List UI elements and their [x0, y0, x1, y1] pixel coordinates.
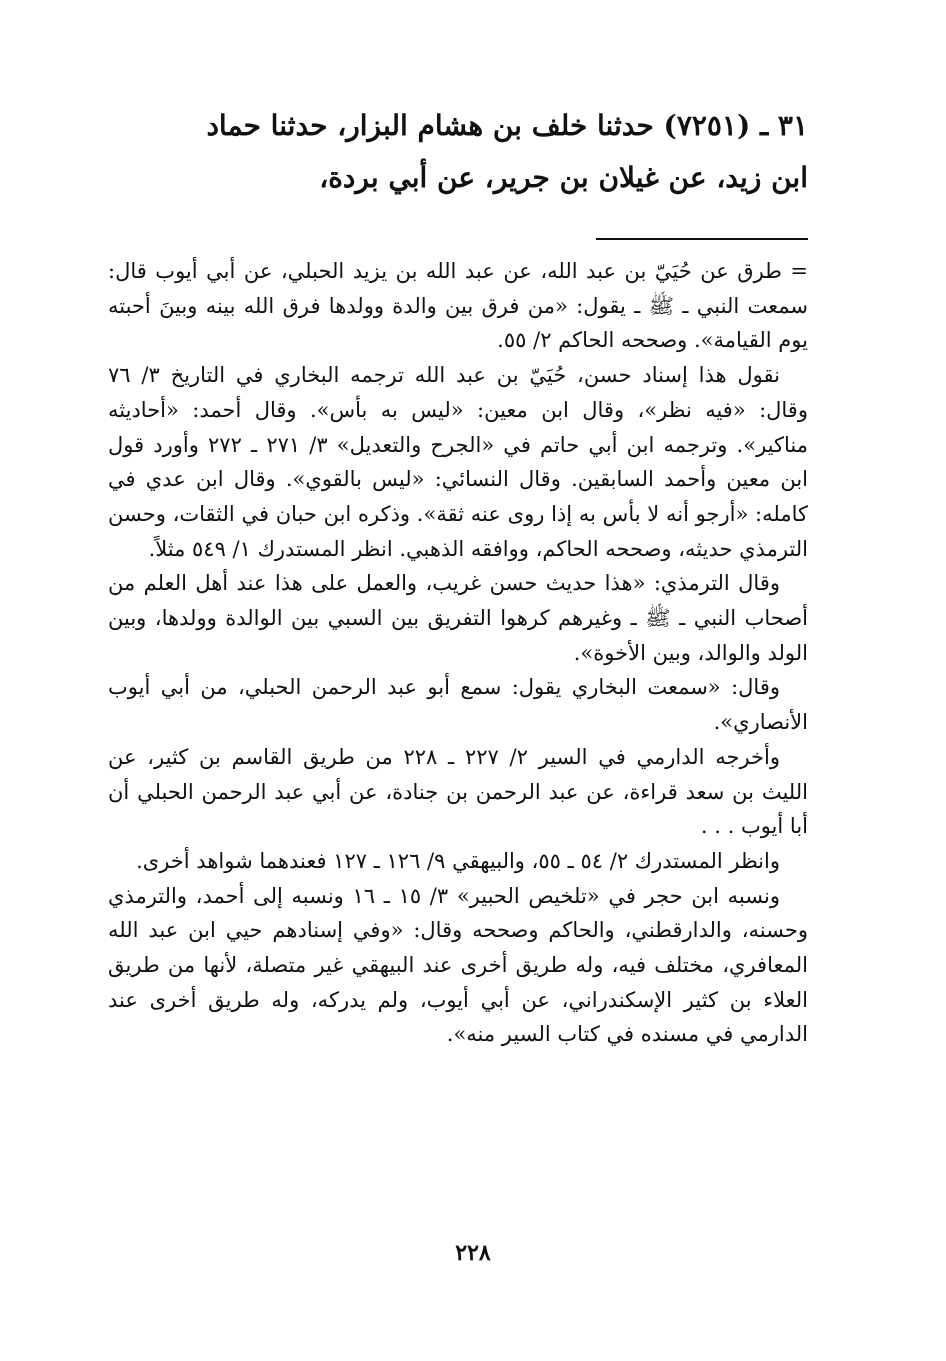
footnote-paragraph: وقال: «سمعت البخاري يقول: سمع أبو عبد الرحمن الحبلي، من أبي أيوب الأنصاري».: [108, 675, 808, 735]
footnote-paragraph: وقال الترمذي: «هذا حديث حسن غريب، والعمل على هذا عند أهل العلم من أصحاب النبي ـ ﷺ ـ وغيرهم كرهوا التفريق بين السبي بين الوالدة وولدها، وبين الولد والوالد، وبين الأخوة».: [108, 571, 808, 665]
footnote-paragraph: = طرق عن حُيَيّ بن عبد الله، عن عبد الله بن يزيد الحبلي، عن أبي أيوب قال: سمعت النبي ـ ﷺ ـ يقول: «من فرق بين والدة وولدها فرق الله بينه وبينَ أحبته يوم القيامة». وصححه الحاكم ٢/ ٥٥.: [108, 259, 808, 353]
hadith-line-2: ابن زيد، عن غيلان بن جرير، عن أبي بردة،: [319, 161, 808, 194]
footnote-paragraph: نقول هذا إسناد حسن، حُيَيّ بن عبد الله ترجمه البخاري في التاريخ ٣/ ٧٦ وقال: «فيه نظر»، وقال ابن معين: «ليس به بأس». وقال أحمد: «أحاديثه مناكير». وترجمه ابن أبي حاتم في «الجرح والتعديل» ٣/ ٢٧١ ـ ٢٧٢ وأورد قول ابن معين وأحمد السابقين. وقال النسائي: «ليس بالقوي». وقال ابن عدي في كامله: «أرجو أنه لا بأس به إذا روى عنه ثقة». وذكره ابن حبان في الثقات، وحسن الترمذي حديثه، وصححه الحاكم، ووافقه الذهبي. انظر المستدرك ١/ ٥٤٩ مثلاً.: [108, 363, 808, 561]
page-number: ٢٢٨: [455, 1240, 491, 1266]
footnote-separator: [596, 238, 808, 240]
hadith-line-1: ٣١ ـ (٧٢٥١) حدثنا خلف بن هشام البزار، حدثنا حماد: [206, 109, 808, 142]
footnote-paragraph: ونسبه ابن حجر في «تلخيص الحبير» ٣/ ١٥ ـ ١٦ ونسبه إلى أحمد، والترمذي وحسنه، والدارقطني، والحاكم وصححه وقال: «وفي إسنادهم حيي ابن عبد الله المعافري، مختلف فيه، وله طريق أخرى عند البيهقي غير متصلة، لأنها من طريق العلاء بن كثير الإسكندراني، عن أبي أيوب، ولم يدركه، وله طريق أخرى عند الدارمي في مسنده في كتاب السير منه».: [108, 883, 808, 1047]
page-body: [108, 100, 808, 1052]
footnotes: [108, 254, 808, 1052]
footnote-paragraph: وأخرجه الدارمي في السير ٢/ ٢٢٧ ـ ٢٢٨ من طريق القاسم بن كثير، عن الليث بن سعد قراءة، عن عبد الرحمن بن جنادة، عن أبي عبد الرحمن الحبلي أن أبا أيوب . . .: [108, 744, 808, 839]
footnote-paragraph: وانظر المستدرك ٢/ ٥٤ ـ ٥٥، والبيهقي ٩/ ١٢٦ ـ ١٢٧ فعندهما شواهد أخرى.: [136, 848, 780, 873]
hadith-text: [108, 100, 808, 204]
